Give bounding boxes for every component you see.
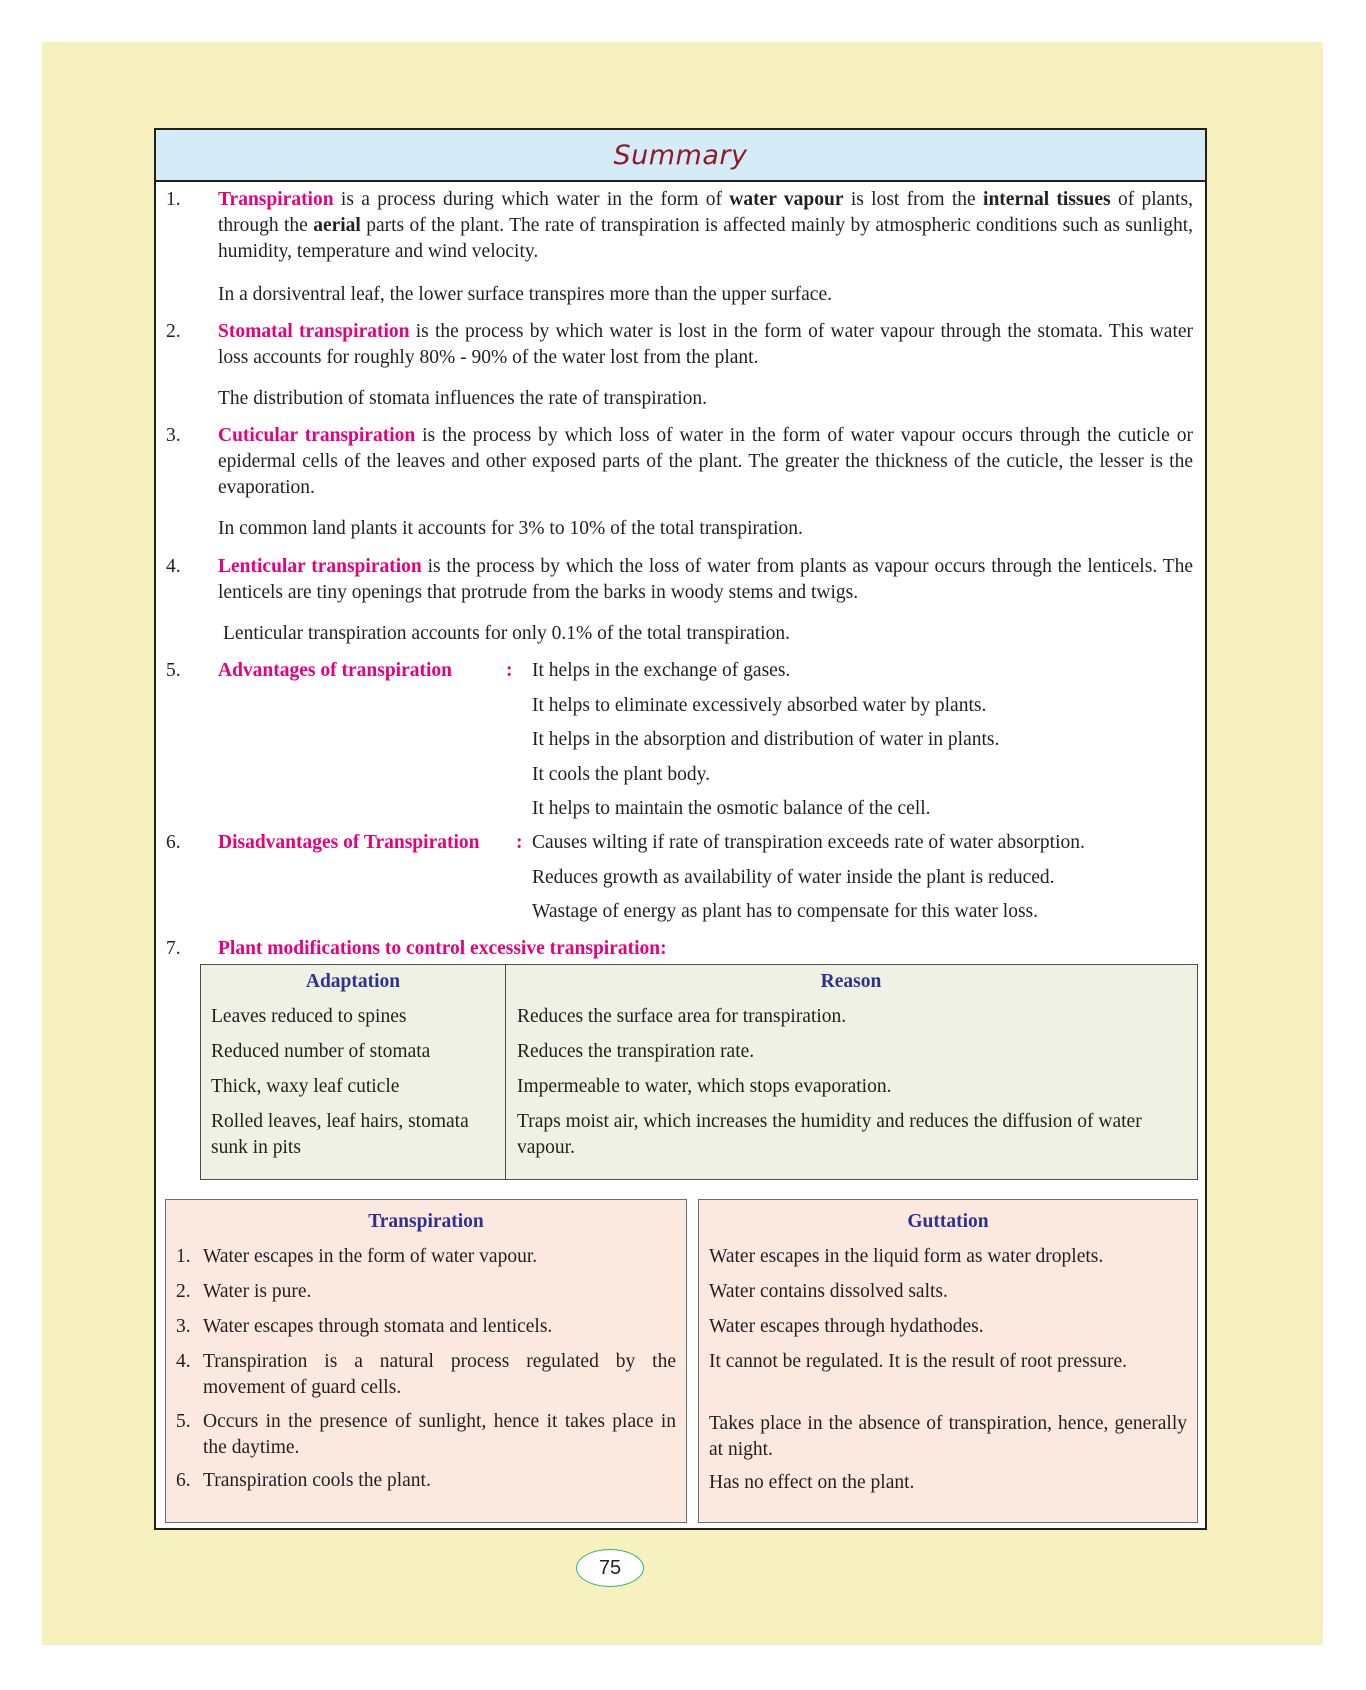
item-note: Lenticular transpiration accounts for only 0.1% of the total transpiration. bbox=[223, 623, 790, 644]
guttation-point: Takes place in the absence of transpiration, hence, generally at night. bbox=[709, 1413, 1187, 1460]
table-header-reason: Reason bbox=[820, 971, 882, 992]
item-term: Cuticular transpiration bbox=[218, 425, 416, 446]
advantages-label: Advantages of transpiration bbox=[218, 660, 453, 681]
item-note: In common land plants it accounts for 3% to 10% of the total transpiration. bbox=[218, 518, 803, 539]
item-number: 6. bbox=[166, 832, 181, 853]
disadvantage-point: Wastage of energy as plant has to compensate for this water loss. bbox=[532, 901, 1039, 922]
summary-item-1 bbox=[166, 187, 1193, 265]
table-cell-adaptation: Reduced number of stomata bbox=[211, 1041, 431, 1062]
disadvantage-point: Causes wilting if rate of transpiration exceeds rate of water absorption. bbox=[532, 832, 1085, 853]
summary-title: Summary bbox=[613, 139, 748, 171]
item-text: Transpiration is a process during which water in the form of water vapour is lost from the internal tissues of plants, through the aerial parts of the plant. The rate of transpiration is affected mainly by atmospheric conditions such as sunlight, humidity, temperature and wind velocity. bbox=[218, 189, 1194, 262]
guttation-point: Water escapes through hydathodes. bbox=[709, 1316, 984, 1337]
transpiration-point: 6. Transpiration cools the plant. bbox=[176, 1470, 431, 1491]
advantage-point: It cools the plant body. bbox=[532, 763, 710, 785]
advantage-point: It helps in the exchange of gases. bbox=[532, 660, 791, 681]
guttation-box bbox=[698, 1199, 1198, 1523]
guttation-heading: Guttation bbox=[907, 1211, 989, 1232]
disadvantage-point: Reduces growth as availability of water inside the plant is reduced. bbox=[532, 866, 1055, 888]
item-number: 3. bbox=[166, 425, 181, 446]
item-text: Stomatal transpiration is the process by which water is lost in the form of water vapour through the stomata. This water loss accounts for roughly 80% - 90% of the water lost from the plant. bbox=[218, 321, 1194, 368]
summary-item-2 bbox=[166, 319, 1193, 371]
table-cell-reason: Traps moist air, which increases the humidity and reduces the diffusion of water vapour. bbox=[517, 1111, 1142, 1158]
item-number: 1. bbox=[166, 189, 181, 210]
guttation-point: Water contains dissolved salts. bbox=[709, 1281, 948, 1302]
transpiration-point: 4. Transpiration is a natural process regulated by the movement of guard cells. bbox=[176, 1351, 676, 1398]
table-cell-reason: Reduces the transpiration rate. bbox=[517, 1041, 755, 1062]
modifications-label: Plant modifications to control excessive transpiration: bbox=[218, 938, 667, 959]
item-number: 4. bbox=[166, 556, 181, 577]
page-number: 75 bbox=[576, 1549, 644, 1587]
disadvantages-colon: : bbox=[516, 832, 523, 853]
table-cell-adaptation: Leaves reduced to spines bbox=[211, 1006, 407, 1027]
item-term: Lenticular transpiration bbox=[218, 556, 422, 577]
table-cell-reason: Impermeable to water, which stops evaporation. bbox=[517, 1076, 892, 1097]
summary-item-4 bbox=[166, 554, 1193, 606]
table-cell-adaptation: Rolled leaves, leaf hairs, stomata sunk in pits bbox=[211, 1111, 469, 1158]
table-cell-adaptation: Thick, waxy leaf cuticle bbox=[211, 1076, 400, 1097]
guttation-point: Water escapes in the liquid form as water droplets. bbox=[709, 1246, 1104, 1267]
item-note: In a dorsiventral leaf, the lower surface transpires more than the upper surface. bbox=[218, 284, 832, 305]
table-divider bbox=[505, 965, 506, 1179]
item-number: 2. bbox=[166, 321, 181, 342]
item-text: Lenticular transpiration is the process by which the loss of water from plants as vapour occurs through the lenticels. The lenticels are tiny openings that protrude from the barks in woody stems and twigs. bbox=[218, 556, 1193, 603]
transpiration-heading: Transpiration bbox=[368, 1211, 484, 1232]
summary-item-3 bbox=[166, 423, 1193, 501]
advantage-point: It helps to eliminate excessively absorbed water by plants. bbox=[532, 694, 987, 716]
advantage-point: It helps to maintain the osmotic balance of the cell. bbox=[532, 798, 931, 819]
adaptation-table bbox=[200, 964, 1198, 1180]
table-cell-reason: Reduces the surface area for transpiration. bbox=[517, 1006, 847, 1027]
transpiration-point: 2. Water is pure. bbox=[176, 1281, 312, 1302]
item-number: 5. bbox=[166, 660, 181, 681]
item-note: The distribution of stomata influences the rate of transpiration. bbox=[218, 388, 707, 409]
item-term: Transpiration bbox=[218, 189, 334, 210]
transpiration-point: 3. Water escapes through stomata and lenticels. bbox=[176, 1316, 553, 1337]
guttation-point: It cannot be regulated. It is the result of root pressure. bbox=[709, 1351, 1128, 1372]
advantage-point: It helps in the absorption and distribution of water in plants. bbox=[532, 729, 1000, 750]
summary-box bbox=[154, 128, 1207, 1530]
item-term: Stomatal transpiration bbox=[218, 321, 410, 342]
transpiration-point: 1. Water escapes in the form of water vapour. bbox=[176, 1246, 538, 1267]
transpiration-box bbox=[165, 1199, 687, 1523]
disadvantages-label: Disadvantages of Transpiration bbox=[218, 832, 480, 853]
advantages-colon: : bbox=[506, 660, 513, 681]
advantages-list bbox=[532, 658, 999, 831]
disadvantages-list bbox=[532, 830, 1085, 934]
guttation-point: Has no effect on the plant. bbox=[709, 1472, 915, 1493]
transpiration-point: 5. Occurs in the presence of sunlight, hence it takes place in the daytime. bbox=[176, 1411, 676, 1458]
item-number: 7. bbox=[166, 938, 181, 959]
item-text: Cuticular transpiration is the process by which loss of water in the form of water vapour occurs through the cuticle or epidermal cells of the leaves and other exposed parts of the plant. The greater the thickness of the cuticle, the lesser is the evaporation. bbox=[218, 425, 1193, 498]
summary-header bbox=[156, 130, 1205, 182]
table-header-adaptation: Adaptation bbox=[305, 971, 401, 992]
